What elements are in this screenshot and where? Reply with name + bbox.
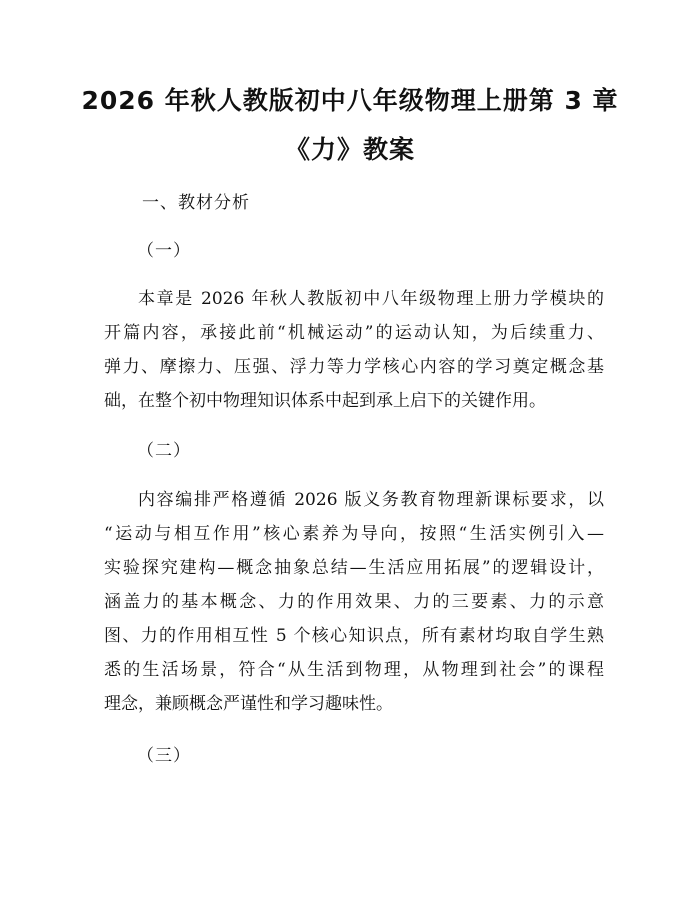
paragraph-1-line-2: 开篇内容，承接此前“机械运动”的运动认知，为后续重力、 [104, 323, 604, 343]
paragraph-2-line-5: 图、力的作用相互性 5 个核心知识点，所有素材均取自学生熟 [104, 626, 604, 646]
paragraph-2-line-3: 实验探究建构—概念抽象总结—生活应用拓展”的逻辑设计， [104, 558, 604, 578]
paragraph-2-line-7: 理念，兼顾概念严谨性和学习趣味性。 [104, 694, 393, 714]
section-heading: 一、教材分析 [142, 193, 250, 213]
subsection-heading-3: （三） [137, 746, 191, 766]
paragraph-2-line-2: “运动与相互作用”核心素养为导向，按照“生活实例引入— [104, 524, 604, 544]
paragraph-1-line-1: 本章是 2026 年秋人教版初中八年级物理上册力学模块的 [138, 289, 604, 309]
subsection-heading-2: （二） [137, 441, 191, 461]
subsection-heading-1: （一） [137, 241, 191, 261]
paragraph-2-line-1: 内容编排严格遵循 2026 版义务教育物理新课标要求，以 [138, 490, 604, 510]
paragraph-1-line-3: 弹力、摩擦力、压强、浮力等力学核心内容的学习奠定概念基 [104, 357, 604, 377]
paragraph-1-line-4: 础，在整个初中物理知识体系中起到承上启下的关键作用。 [104, 391, 546, 411]
document-title-line-2: 《力》教案 [284, 135, 415, 164]
paragraph-2-line-6: 悉的生活场景，符合“从生活到物理，从物理到社会”的课程 [104, 660, 604, 680]
paragraph-2-line-4: 涵盖力的基本概念、力的作用效果、力的三要素、力的示意 [104, 592, 604, 612]
document-title-line-1: 2026 年秋人教版初中八年级物理上册第 3 章 [81, 86, 619, 115]
paragraph-1 [104, 282, 604, 418]
paragraph-2 [104, 483, 604, 721]
